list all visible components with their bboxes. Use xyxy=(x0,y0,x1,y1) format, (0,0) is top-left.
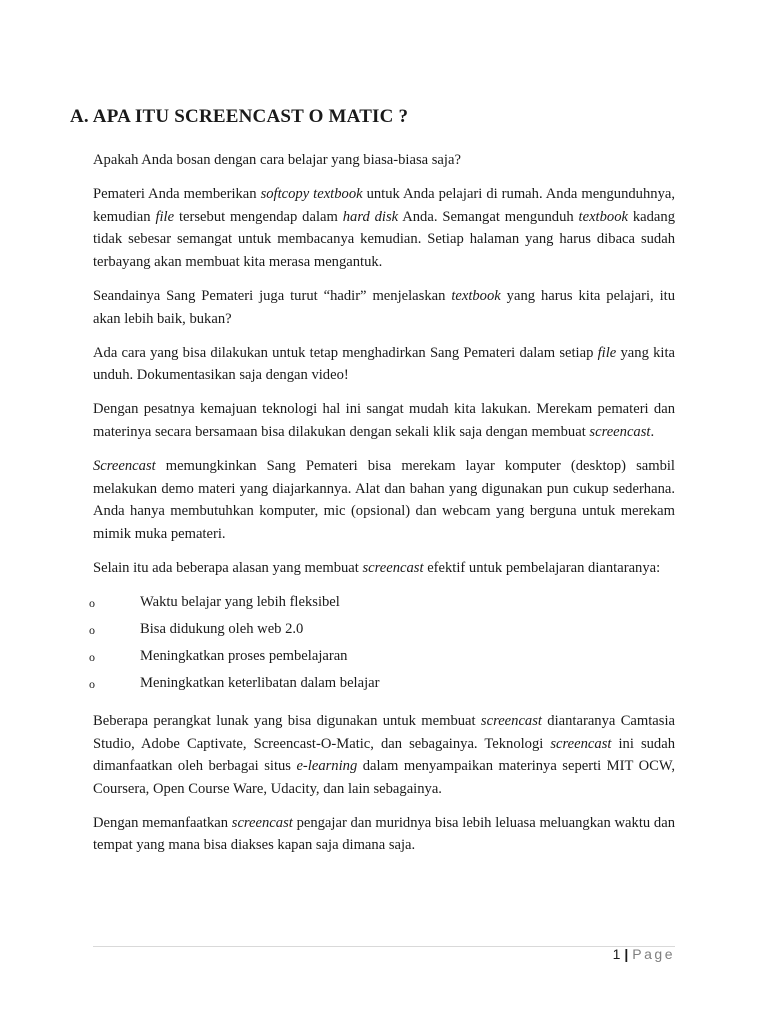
text-run: Apakah Anda bosan dengan cara belajar yang biasa-biasa saja? xyxy=(93,152,461,168)
page-footer xyxy=(613,946,675,962)
paragraph xyxy=(93,812,675,857)
text-run: Ada cara yang bisa dilakukan untuk tetap menghadirkan Sang Pemateri dalam setiap xyxy=(93,344,598,361)
italic-term: softcopy textbook xyxy=(260,186,363,203)
italic-term: screencast xyxy=(362,559,424,576)
bullet-icon: o xyxy=(89,677,95,691)
italic-term: screencast xyxy=(231,814,293,831)
list-item-text: Bisa didukung oleh web 2.0 xyxy=(140,621,304,637)
paragraph xyxy=(93,710,675,800)
text-run: pengajar dan muridnya bisa lebih leluasa meluangkan waktu dan tempat yang mana bisa diakses kapan saja dimana saja. xyxy=(93,814,675,854)
text-run: . xyxy=(650,423,655,440)
text-run: memungkinkan Sang Pemateri bisa merekam layar komputer (desktop) sambil melakukan demo materi yang diajarkannya. Alat dan bahan yang digunakan pun cukup sederhana. Anda hanya membutuhkan komputer, mic (opsional) dan webcam yang berguna untuk merekam mimik muka pemateri. xyxy=(93,458,675,542)
bullet-icon: o xyxy=(89,623,95,637)
paragraph xyxy=(93,342,675,387)
text-run: tersebut mengendap dalam xyxy=(174,208,343,225)
list-item xyxy=(89,645,675,672)
list-item xyxy=(89,672,675,699)
text-run: kadang tidak sebesar semangat untuk membacanya kemudian. Setiap halaman yang harus dibaca sudah terbayang akan membuat kita merasa mengantuk. xyxy=(93,208,676,270)
page-label: Page xyxy=(632,946,675,962)
italic-term: e-learning xyxy=(296,758,358,775)
text-run: dalam menyampaikan materinya seperti MIT OCW, Coursera, Open Course Ware, Udacity, dan lain sebagainya. xyxy=(93,758,675,797)
text-run: Dengan memanfaatkan xyxy=(93,814,232,831)
text-run: untuk Anda pelajari di rumah. Anda mengunduhnya, kemudian xyxy=(93,186,675,225)
italic-term: file xyxy=(155,208,175,225)
list-item xyxy=(89,618,675,645)
document-body xyxy=(89,149,676,869)
italic-term: screencast xyxy=(589,423,651,440)
italic-term: file xyxy=(597,344,617,361)
paragraph xyxy=(93,398,675,443)
closing-paragraphs xyxy=(93,710,675,857)
italic-term: screencast xyxy=(480,713,542,729)
text-run: Pemateri Anda memberikan xyxy=(93,186,261,203)
intro-paragraphs xyxy=(93,149,675,580)
list-item xyxy=(89,591,675,618)
footer-divider xyxy=(93,946,675,947)
bullet-icon: o xyxy=(89,650,95,664)
bullet-icon: o xyxy=(89,596,95,610)
list-item-text: Waktu belajar yang lebih fleksibel xyxy=(140,594,340,610)
paragraph xyxy=(93,183,675,273)
footer-separator: | xyxy=(624,946,629,962)
list-item-text: Meningkatkan keterlibatan dalam belajar xyxy=(140,675,380,691)
section-heading: A. APA ITU SCREENCAST O MATIC ? xyxy=(70,106,409,127)
italic-term: textbook xyxy=(451,287,501,304)
italic-term: screencast xyxy=(550,735,612,752)
italic-term: Screencast xyxy=(93,458,156,475)
text-run: ini sudah dimanfaatkan oleh berbagai situs xyxy=(93,735,675,775)
paragraph xyxy=(93,557,675,580)
text-run: yang harus kita pelajari, itu akan lebih baik, bukan? xyxy=(93,287,675,327)
paragraph xyxy=(93,149,675,172)
page-number: 1 xyxy=(612,946,621,962)
list-item-text: Meningkatkan proses pembelajaran xyxy=(140,648,348,664)
text-run: Dengan pesatnya kemajuan teknologi hal ini sangat mudah kita lakukan. Merekam pemateri dan materinya secara bersamaan bisa dilakukan dengan sekali klik saja dengan membuat xyxy=(93,401,675,440)
text-run: Selain itu ada beberapa alasan yang membuat xyxy=(93,559,363,576)
reasons-list xyxy=(89,591,675,699)
paragraph xyxy=(93,285,675,330)
text-run: yang kita unduh. Dokumentasikan saja dengan video! xyxy=(93,344,675,384)
italic-term: textbook xyxy=(578,208,628,225)
italic-term: hard disk xyxy=(342,208,399,225)
paragraph xyxy=(93,455,675,545)
text-run: Anda. Semangat mengunduh xyxy=(398,208,579,225)
text-run: Beberapa perangkat lunak yang bisa digunakan untuk membuat xyxy=(93,713,481,729)
text-run: Seandainya Sang Pemateri juga turut “hadir” menjelaskan xyxy=(93,287,452,304)
text-run: diantaranya Camtasia Studio, Adobe Captivate, Screencast-O-Matic, dan sebagainya. Teknologi xyxy=(93,713,675,752)
text-run: efektif untuk pembelajaran diantaranya: xyxy=(423,559,661,576)
